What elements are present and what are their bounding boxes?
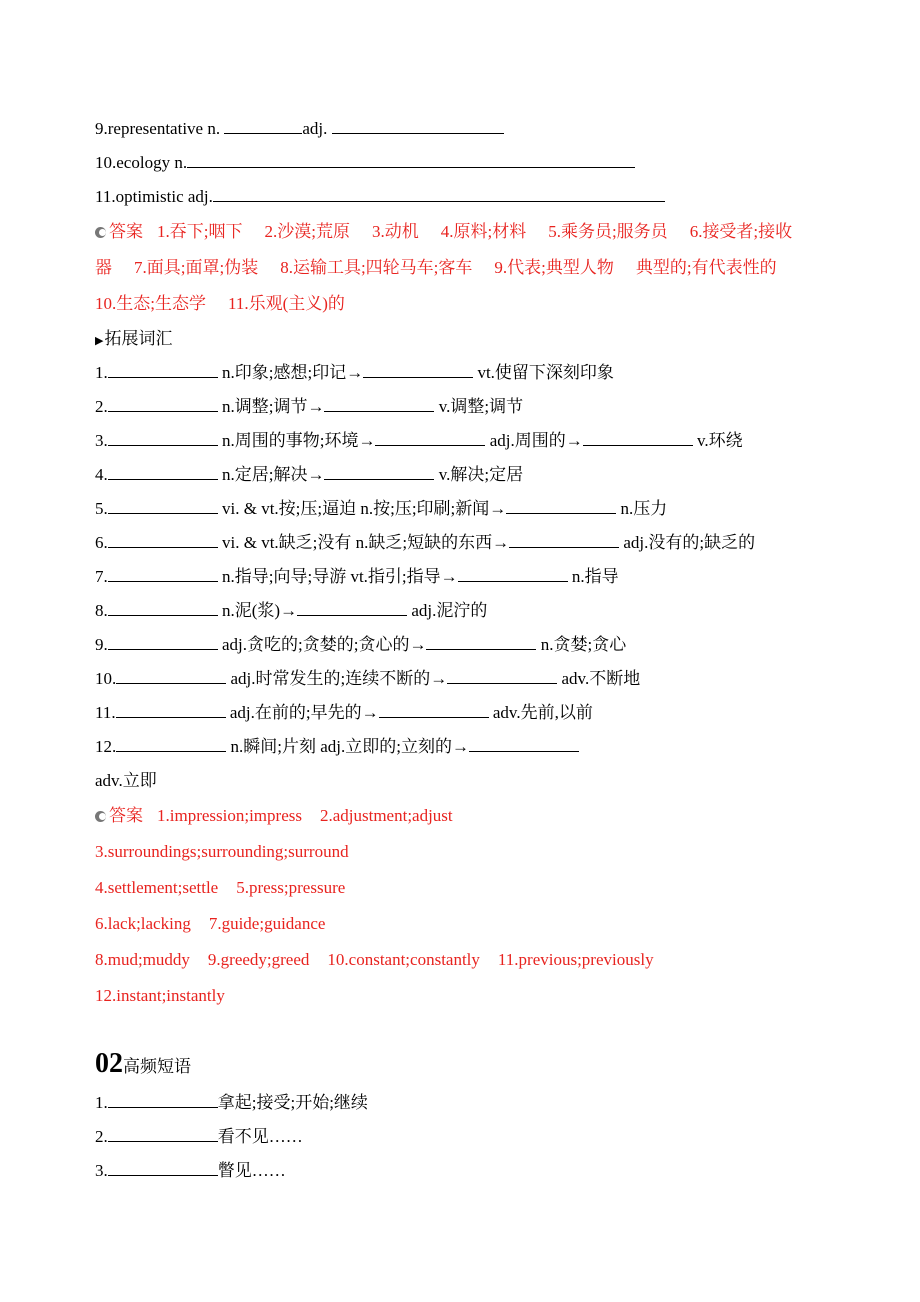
extend-item: 7. n.指导;向导;导游 vt.指引;指导→ n.指导 — [95, 567, 619, 586]
answer-blank[interactable] — [108, 633, 218, 650]
worksheet-page — [95, 112, 855, 1188]
section-number: 02 — [95, 1048, 123, 1079]
answer-blank[interactable] — [108, 395, 218, 412]
answer-blank[interactable] — [447, 667, 557, 684]
answer-blank[interactable] — [297, 599, 407, 616]
extend-item: 4. n.定居;解决→ v.解决;定居 — [95, 465, 524, 484]
answer-blank[interactable] — [426, 633, 536, 650]
answer-blank[interactable] — [108, 463, 218, 480]
extend-item: 9. adj.贪吃的;贪婪的;贪心的→ n.贪婪;贪心 — [95, 635, 627, 654]
extend-item: 10. adj.时常发生的;连续不断的→ adv.不断地 — [95, 669, 641, 688]
extend-item: 5. vi. & vt.按;压;逼迫 n.按;压;印刷;新闻→ n.压力 — [95, 499, 668, 518]
extend-item: 2. n.调整;调节→ v.调整;调节 — [95, 397, 524, 416]
answer-blank[interactable] — [332, 117, 504, 134]
extend-item: 12. n.瞬间;片刻 adj.立即的;立刻的→ — [95, 730, 855, 764]
answer-block-1-line-3: 10.生态;生态学 11.乐观(主义)的 — [95, 294, 345, 313]
answer-blank[interactable] — [108, 1125, 218, 1142]
answer-blank[interactable] — [509, 531, 619, 548]
answer-block-2-row: 6.lack;lacking 7.guide;guidance — [95, 914, 326, 933]
answer-block-2-row: 12.instant;instantly — [95, 986, 225, 1005]
answer-label: 答案 — [109, 222, 143, 241]
answer-blank[interactable] — [363, 361, 473, 378]
answer-blank[interactable] — [108, 599, 218, 616]
answer-blank[interactable] — [108, 361, 218, 378]
answer-block-1-line-2: 器 7.面具;面罩;伪装 8.运输工具;四轮马车;客车 9.代表;典型人物 典型的;有代表性的 — [95, 258, 777, 277]
answer-blank[interactable] — [458, 565, 568, 582]
word-item-10: 10.ecology n. — [95, 146, 855, 180]
answer-block-2: 答案 1.impression;impress 2.adjustment;adjust — [95, 798, 855, 834]
extend-item: 3. n.周围的事物;环境→ adj.周围的→ v.环绕 — [95, 431, 743, 450]
answer-blank[interactable] — [108, 531, 218, 548]
answer-block-2-row: 4.settlement;settle 5.press;pressure — [95, 878, 346, 897]
answer-blank[interactable] — [116, 735, 226, 752]
answer-blank[interactable] — [108, 497, 218, 514]
triangle-bullet-icon: ▶ — [95, 335, 104, 347]
answer-blank[interactable] — [108, 1091, 218, 1108]
phrase-item: 1. 拿起;接受;开始;继续 — [95, 1093, 368, 1112]
word-item-9: 9.representative n. adj. — [95, 112, 855, 146]
answer-blank[interactable] — [375, 429, 485, 446]
answer-icon — [95, 811, 106, 822]
answer-blank[interactable] — [187, 151, 635, 168]
extend-item: 1. n.印象;感想;印记→ vt.使留下深刻印象 — [95, 363, 614, 382]
answer-blank[interactable] — [116, 701, 226, 718]
answer-block-2-row: 3.surroundings;surrounding;surround — [95, 842, 349, 861]
extend-item: 8. n.泥(浆)→ adj.泥泞的 — [95, 601, 488, 620]
answer-blank[interactable] — [116, 667, 226, 684]
answer-blank[interactable] — [379, 701, 489, 718]
answer-block-1: 答案 1.吞下;咽下 2.沙漠;荒原 3.动机 4.原料;材料 5.乘务员;服务员 6.接受者;接收 — [95, 214, 855, 250]
answer-blank[interactable] — [108, 1159, 218, 1176]
extend-heading: ▶拓展词汇 — [95, 329, 173, 348]
answer-blank[interactable] — [469, 735, 579, 752]
phrase-item: 3. 瞥见…… — [95, 1161, 286, 1180]
extend-item: 6. vi. & vt.缺乏;没有 n.缺乏;短缺的东西→ adj.没有的;缺乏的 — [95, 533, 756, 552]
phrase-item: 2. 看不见…… — [95, 1127, 303, 1146]
answer-blank[interactable] — [324, 463, 434, 480]
answer-blank[interactable] — [324, 395, 434, 412]
answer-block-2-row: 8.mud;muddy 9.greedy;greed 10.constant;constantly 11.previous;previously — [95, 950, 654, 969]
extend-item-tail: adv.立即 — [95, 771, 157, 790]
answer-blank[interactable] — [224, 117, 302, 134]
answer-blank[interactable] — [583, 429, 693, 446]
answer-icon — [95, 227, 106, 238]
answer-blank[interactable] — [506, 497, 616, 514]
word-item-11: 11.optimistic adj. — [95, 180, 855, 214]
answer-blank[interactable] — [213, 185, 665, 202]
answer-blank[interactable] — [108, 429, 218, 446]
section-title: 高频短语 — [123, 1057, 191, 1076]
extend-item: 11. adj.在前的;早先的→ adv.先前,以前 — [95, 703, 593, 722]
section-heading-02 — [95, 1042, 855, 1086]
answer-label: 答案 — [109, 806, 143, 825]
answer-blank[interactable] — [108, 565, 218, 582]
